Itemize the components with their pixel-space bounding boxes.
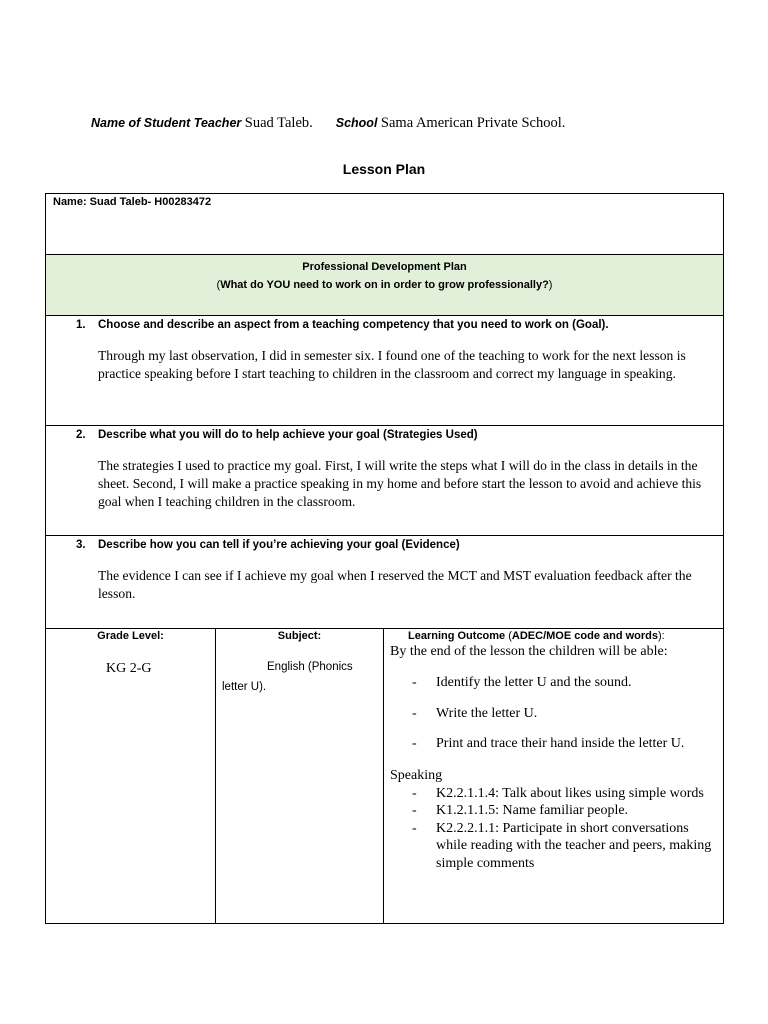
school-value: Sama American Private School. (380, 115, 566, 131)
question-number: 2. (76, 429, 86, 441)
question-number: 3. (76, 539, 86, 551)
learning-outcome-intro: By the end of the lesson the children will be able: (390, 644, 668, 659)
question-answer: The evidence I can see if I achieve my goal when I reserved the MCT and MST evaluation feedback after the lesson. (98, 568, 692, 601)
lesson-plan-table (45, 193, 724, 924)
page-title: Lesson Plan (342, 161, 426, 177)
speaking-list (384, 785, 723, 873)
list-item: - Identify the letter U and the sound. (412, 675, 632, 690)
school-label: School (335, 116, 378, 130)
learning-outcome-label: Learning Outcome (ADEC/MOE code and words): (408, 630, 665, 642)
student-teacher-value: Suad Taleb. (244, 115, 313, 131)
list-item: - Print and trace their hand inside the letter U. (412, 736, 685, 751)
question-heading: Choose and describe an aspect from a teaching competency that you need to work on (Goal). (98, 319, 609, 331)
grade-level-value: KG 2-G (106, 661, 152, 676)
name-text: Name: Suad Taleb- H00283472 (53, 196, 212, 208)
pdp-title: Professional Development Plan (302, 261, 467, 273)
subject-cell (216, 629, 384, 924)
pdp-subtitle: (What do YOU need to work on in order to grow professionally?) (216, 279, 553, 291)
question-strategies (46, 426, 724, 536)
question-answer: Through my last observation, I did in semester six. I found one of the teaching to work for the next lesson is practice speaking before I start teaching to children in the classroom and correct my language in speaking. (98, 348, 686, 381)
learning-outcome-cell (384, 629, 724, 924)
list-item: - Write the letter U. (412, 705, 538, 721)
question-evidence (46, 536, 724, 629)
question-goal (46, 316, 724, 426)
learning-outcome-list (384, 674, 723, 753)
speaking-label: Speaking (390, 767, 443, 783)
question-heading: Describe what you will do to help achieve your goal (Strategies Used) (98, 429, 478, 441)
list-item: - K2.2.1.1.4: Talk about likes using simple words (412, 785, 704, 801)
subject-value: English (Phonics letter U). (222, 661, 353, 693)
question-answer: The strategies I used to practice my goal. First, I will write the steps what I will do in the class in details in the sheet. Second, I will make a practice speaking in my home and before start the lesson to avoid and achieve this goal when I teaching children in the classroom. (98, 458, 702, 509)
document-header (91, 115, 565, 132)
student-teacher-label: Name of Student Teacher (91, 116, 242, 130)
list-item: - K1.2.1.1.5: Name familiar people. (412, 803, 629, 818)
grade-level-cell (46, 629, 216, 924)
grade-level-label: Grade Level: (97, 630, 164, 642)
name-row (46, 194, 724, 255)
pdp-header-row (46, 255, 724, 316)
question-heading: Describe how you can tell if you’re achieving your goal (Evidence) (98, 539, 460, 551)
list-item: - K2.2.2.1.1: Participate in short conversations while reading with the teacher and peers, making simple comments (412, 820, 712, 871)
subject-label: Subject: (277, 630, 322, 642)
question-number: 1. (76, 319, 86, 331)
